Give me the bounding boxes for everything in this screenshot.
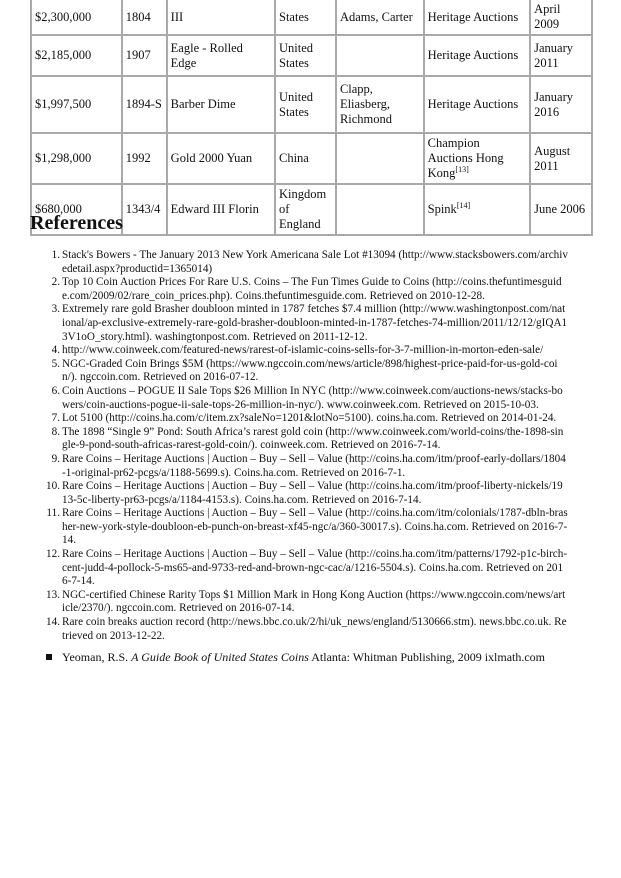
cell-country <box>275 0 336 35</box>
cell-auction <box>424 0 530 35</box>
cell-date <box>530 133 592 184</box>
country-text: Kingdom of England <box>279 187 327 231</box>
price-text: $680,000 <box>35 202 82 216</box>
reference-item <box>46 480 568 507</box>
provenance-text: Clapp, Eliasberg, Richmond <box>339 82 393 126</box>
cell-date <box>530 76 592 133</box>
country-text: States <box>279 9 309 24</box>
coin-text: Edward III Florin <box>170 202 259 216</box>
reference-text[interactable]: Rare Coins – Heritage Auctions | Auction – Buy – Sell – Value (http://coins.ha.com/itm/proof-early-dollars/1804-1-original-pr62-pcgs/a/1188-5699.s). Coins.ha.com. Retrieved on 2016-7-1. <box>62 452 566 479</box>
cell-country <box>275 35 336 76</box>
auction-text: Heritage Auctions <box>427 48 519 62</box>
cell-country <box>275 133 336 184</box>
bibliography-item <box>46 650 606 665</box>
reference-text[interactable]: Coin Auctions – POGUE II Sale Tops $26 Million In NYC (http://www.coinweek.com/auctions-news/stacks-bowers/coin-auctions-pogue-ii-sale-tops-26-million-in-nyc/). www.coinweek.com. Retrieved on 2015-10-03. <box>62 384 563 411</box>
cell-date <box>530 35 592 76</box>
reference-item <box>51 412 568 426</box>
cell-country <box>275 76 336 133</box>
price-text: $2,185,000 <box>35 48 92 62</box>
references-heading: References <box>30 212 123 234</box>
cell-coin <box>167 76 275 133</box>
reference-number: 7. <box>51 412 60 425</box>
references-list <box>46 249 568 643</box>
cell-price <box>31 76 122 133</box>
auction-text: Heritage Auctions <box>427 9 519 24</box>
cell-auction <box>424 133 530 184</box>
auction-text: Heritage Auctions <box>427 97 519 111</box>
reference-number: 11. <box>46 507 60 520</box>
reference-text[interactable]: Rare coin breaks auction record (http://news.bbc.co.uk/2/hi/uk_news/england/5130666.stm). news.bbc.co.uk. Retrieved on 2013-12-22. <box>62 616 567 642</box>
cell-provenance <box>336 133 424 184</box>
auction-text: Champion Auctions Hong Kong <box>427 136 504 180</box>
cell-coin <box>167 35 275 76</box>
table-row <box>31 76 592 133</box>
reference-number: 4. <box>51 344 60 357</box>
cell-auction <box>424 35 530 76</box>
date-text: August 2011 <box>534 143 571 173</box>
cell-provenance <box>336 76 424 133</box>
reference-text[interactable]: Rare Coins – Heritage Auctions | Auction – Buy – Sell – Value (http://coins.ha.com/itm/colonials/1787-dbln-brasher-new-york-style-doubloon-eb-punch-on-breast-xf45-ngc/a/360-30017.s). Coins.ha.com. Retrieved on 2016-7-14. <box>62 507 568 547</box>
reference-text[interactable]: Extremely rare gold Brasher doubloon minted in 1787 fetches $7.4 million (http://www.washingtonpost.com/national/ap-exclusive-extremely-rare-gold-brasher-doubloon-minted-in-1787-fetches-74-million/2011/12/12/gIQA13V1oO_story.html). washingtonpost.com. Retrieved on 2011-12-12. <box>62 303 568 343</box>
cell-price <box>31 35 122 76</box>
reference-number: 12. <box>46 548 60 561</box>
cell-year <box>122 133 167 184</box>
cell-auction <box>424 184 530 235</box>
cell-year <box>122 184 167 235</box>
reference-item <box>46 507 568 548</box>
reference-item <box>51 357 568 385</box>
bibliography-list <box>46 650 606 665</box>
cell-date <box>530 0 592 35</box>
citation-link[interactable]: [13] <box>455 164 469 174</box>
reference-number: 10. <box>46 480 60 493</box>
reference-item <box>51 425 568 453</box>
reference-item <box>51 384 568 412</box>
auction-records-table <box>30 0 593 236</box>
cell-price <box>31 0 122 35</box>
reference-item <box>46 616 568 643</box>
table-row <box>31 35 592 76</box>
reference-text[interactable]: Rare Coins – Heritage Auctions | Auction – Buy – Sell – Value (http://coins.ha.com/itm/proof-liberty-nickels/1913-5c-liberty-pr63-pcgs/a/1184-4153.s). Coins.ha.com. Retrieved on 2016-7-14. <box>62 480 563 506</box>
reference-text[interactable]: Rare Coins – Heritage Auctions | Auction – Buy – Sell – Value (http://coins.ha.com/itm/patterns/1792-p1c-birch-cent-judd-4-pollock-5-ms65-and-9733-red-and-brown-ngc-cac/a/1216-5504.s). Coins.ha.com. Retrieved on 2016-7-14. <box>62 548 568 588</box>
country-text: United States <box>279 40 314 70</box>
reference-item <box>51 303 568 344</box>
coin-text: Eagle - Rolled Edge <box>170 40 243 70</box>
reference-item <box>46 548 568 589</box>
cell-coin <box>167 133 275 184</box>
table-row <box>31 0 592 35</box>
bibliography-title: A Guide Book of United States Coins <box>131 650 309 664</box>
reference-item <box>51 249 568 276</box>
reference-number: 6. <box>51 384 60 397</box>
reference-text[interactable]: The 1898 “Single 9” Pond: South Africa’s rarest gold coin (http://www.coinweek.com/world-coins/the-1898-single-9-pond-south-africas-rarest-gold-coin/). coinweek.com. Retrieved on 2016-7-14. <box>62 425 564 452</box>
year-text: 1907 <box>125 48 151 62</box>
year-text: 1804 <box>125 9 151 24</box>
reference-item <box>51 276 568 303</box>
reference-number: 13. <box>46 588 60 601</box>
reference-text[interactable]: Stack's Bowers - The January 2013 New York Americana Sale Lot #13094 (http://www.stacksbowers.com/archivedetail.aspx?productid=1365014) <box>62 249 568 275</box>
cell-date <box>530 184 592 235</box>
price-text: $1,298,000 <box>35 151 92 165</box>
bibliography-author: Yeoman, R.S. <box>62 650 129 664</box>
reference-text[interactable]: http://www.coinweek.com/featured-news/rarest-of-islamic-coins-sells-for-3-7-million-in-morton-eden-sale/ <box>62 344 544 357</box>
reference-item <box>51 452 568 480</box>
year-text: 1343/4 <box>125 202 161 216</box>
cell-coin <box>167 184 275 235</box>
cell-year <box>122 35 167 76</box>
reference-number: 1. <box>51 249 60 261</box>
reference-number: 3. <box>51 303 60 316</box>
cell-provenance <box>336 184 424 235</box>
date-text: January 2011 <box>534 40 573 70</box>
reference-number: 2. <box>51 276 60 289</box>
price-text: $1,997,500 <box>35 97 92 111</box>
cell-auction <box>424 76 530 133</box>
reference-item <box>46 588 568 616</box>
year-text: 1992 <box>125 151 151 165</box>
date-text: January 2016 <box>534 89 573 119</box>
citation-link[interactable]: [14] <box>456 200 471 210</box>
cell-country <box>275 184 336 235</box>
year-text: 1894-S <box>125 97 162 111</box>
reference-number: 8. <box>51 425 60 438</box>
bullet-icon <box>46 654 52 660</box>
reference-text[interactable]: NGC-Graded Coin Brings $5M (https://www.ngccoin.com/news/article/898/highest-price-paid-for-us-gold-coin/). ngccoin.com. Retrieved on 2016-07-12. <box>62 357 558 384</box>
reference-text[interactable]: NGC-certified Chinese Rarity Tops $1 Million Mark in Hong Kong Auction (https://www.ngccoin.com/news/article/2370/). ngccoin.com. Retrieved on 2016-07-14. <box>62 588 566 615</box>
coin-text: Gold 2000 Yuan <box>170 151 253 165</box>
cell-coin <box>167 0 275 35</box>
country-text: China <box>279 151 309 165</box>
table-row <box>31 133 592 184</box>
cell-provenance <box>336 35 424 76</box>
auction-text: Spink <box>427 202 457 216</box>
bibliography-publisher: Atlanta: Whitman Publishing, 2009 ixlmath.com <box>311 650 546 664</box>
cell-price <box>31 133 122 184</box>
date-text: June 2006 <box>534 202 586 216</box>
reference-number: 5. <box>51 357 60 370</box>
reference-text[interactable]: Lot 5100 (http://coins.ha.com/c/item.zx?saleNo=1201&lotNo=5100). coins.ha.com. Retrieved on 2014-01-24. <box>62 412 557 425</box>
reference-number: 14. <box>46 616 60 629</box>
country-text: United States <box>279 89 314 119</box>
cell-provenance <box>336 0 424 35</box>
provenance-text: Adams, Carter <box>339 9 413 24</box>
price-text: $2,300,000 <box>35 9 92 24</box>
cell-year <box>122 0 167 35</box>
reference-text[interactable]: Top 10 Coin Auction Prices For Rare U.S. Coins – The Fun Times Guide to Coins (http://coins.thefuntimesguide.com/2009/02/rare_coin_prices.php). Coins.thefuntimesguide.com. Retrieved on 2010-12-28. <box>62 276 562 302</box>
date-text: April 2009 <box>534 2 561 31</box>
reference-number: 9. <box>51 452 60 465</box>
coin-text: Barber Dime <box>170 97 236 111</box>
reference-item <box>51 344 568 358</box>
cell-year <box>122 76 167 133</box>
coin-text: III <box>170 9 184 24</box>
